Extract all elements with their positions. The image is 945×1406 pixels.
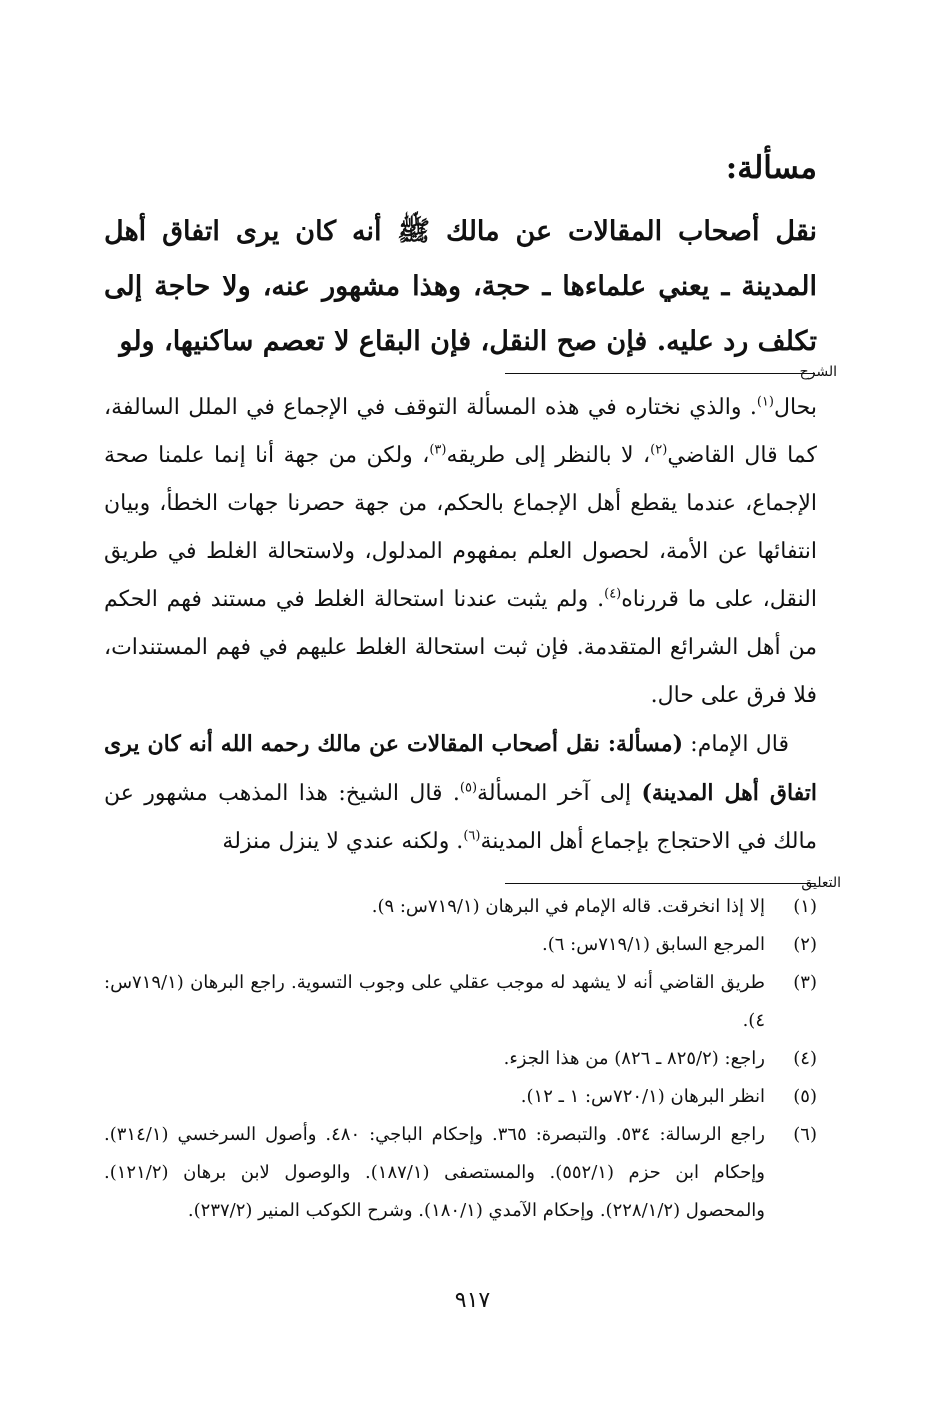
footnote-marker-4[interactable]: (٤) (604, 586, 622, 602)
footnote-number: (٤) (793, 1048, 817, 1069)
matn-text: نقل أصحاب المقالات عن مالك ﷺ أنه كان يرى اتفاق أهل المدينة ـ يعني علماءها ـ حجة، وهذا مشهور عنه، ولا حاجة إلى تكلف رد عليه. فإن صح النقل، فإن البقاع لا تعصم ساكنيها، ولو (104, 216, 817, 357)
quoted-matn: (مسألة: نقل أصحاب المقالات عن مالك رحمه الله أنه كان يرى اتفاق أهل المدينة) (104, 731, 818, 806)
footnote-number: (٥) (793, 1086, 817, 1107)
footnote-6 (104, 1116, 817, 1230)
taliq-separator (505, 883, 815, 884)
footnote-1 (104, 888, 817, 926)
footnote-marker-6[interactable]: (٦) (463, 828, 481, 844)
footnote-number: (١) (793, 896, 817, 917)
footnote-number: (٢) (793, 934, 817, 955)
matn-heading: مسألة: (725, 150, 817, 186)
sharh-separator (505, 373, 815, 374)
footnote-number: (٦) (793, 1124, 817, 1145)
sharh-paragraph-2: قال الإمام: (مسألة: نقل أصحاب المقالات عن مالك رحمه الله أنه كان يرى اتفاق أهل المدينة) إلى آخر المسألة$^{(٥)}$. قال الشيخ: هذا المذهب مشهور عن مالك في الاحتجاج بإجماع أهل المدينة$^{(٦)}$. ولكنه عندي لا ينزل منزلة (104, 731, 818, 854)
footnote-marker-1[interactable]: (١) (756, 394, 774, 410)
footnote-marker-5[interactable]: (٥) (459, 780, 478, 796)
sharh-label: الشرح (799, 364, 837, 380)
footnote-4 (104, 1040, 817, 1078)
sharh-body (104, 384, 817, 866)
footnote-3 (104, 964, 817, 1040)
footnote-text: راجع: (٨٢٥/٢ ـ ٨٢٦) من هذا الجزء. (503, 1048, 765, 1069)
sharh-paragraph-1: بحال$^{(١)}$. والذي نختاره في هذه المسألة التوقف في الإجماع في الملل السالفة، كما قال القاضي$^{(٢)}$، لا بالنظر إلى طريقه$^{(٣)}$، ولكن من جهة أنا إنما علمنا صحة الإجماع، عندما يقطع أهل الإجماع بالحكم، من جهة حصرنا جهات الخطأ، وبيان انتفائها عن الأمة، لحصول العلم بمفهوم المدلول، ولاستحالة الغلط في طريق النقل، على ما قررناه$^{(٤)}$. ولم يثبت عندنا استحالة الغلط في مستند فهم الحكم من أهل الشرائع المتقدمة. فإن ثبت استحالة الغلط عليهم في فهم المستندات، فلا فرق على حال. (104, 394, 817, 708)
footnote-marker-3[interactable]: (٣) (429, 442, 447, 458)
footnote-text: المرجع السابق (٧١٩/١س: ٦). (542, 934, 765, 955)
taliq-label: التعليق (801, 875, 841, 891)
footnote-text: إلا إذا انخرقت. قاله الإمام في البرهان (٧١٩/١س: ٩). (371, 896, 765, 917)
footnote-marker-2[interactable]: (٢) (650, 442, 668, 458)
footnote-text: طريق القاضي أنه لا يشهد له موجب عقلي على وجوب التسوية. راجع البرهان (٧١٩/١س: ٤). (104, 972, 765, 1031)
footnote-number: (٣) (793, 972, 817, 993)
footnote-2 (104, 926, 817, 964)
footnote-text: انظر البرهان (٧٢٠/١س: ١ ـ ١٢). (520, 1086, 765, 1107)
footnote-5 (104, 1078, 817, 1116)
footnote-text: راجع الرسالة: ٥٣٤. والتبصرة: ٣٦٥. وإحكام الباجي: ٤٨٠. وأصول السرخسي (٣١٤/١). وإحكام ابن حزم (٥٥٢/١). والمستصفى (١٨٧/١). والوصول لابن برهان (١٢١/٢). والمحصول (٢٢٨/١/٢). وإحكام الآمدي (١٨٠/١). وشرح الكوكب المنير (٢٣٧/٢). (104, 1124, 765, 1221)
page-number: ٩١٧ (454, 1288, 491, 1313)
footnotes-list (104, 888, 817, 1230)
